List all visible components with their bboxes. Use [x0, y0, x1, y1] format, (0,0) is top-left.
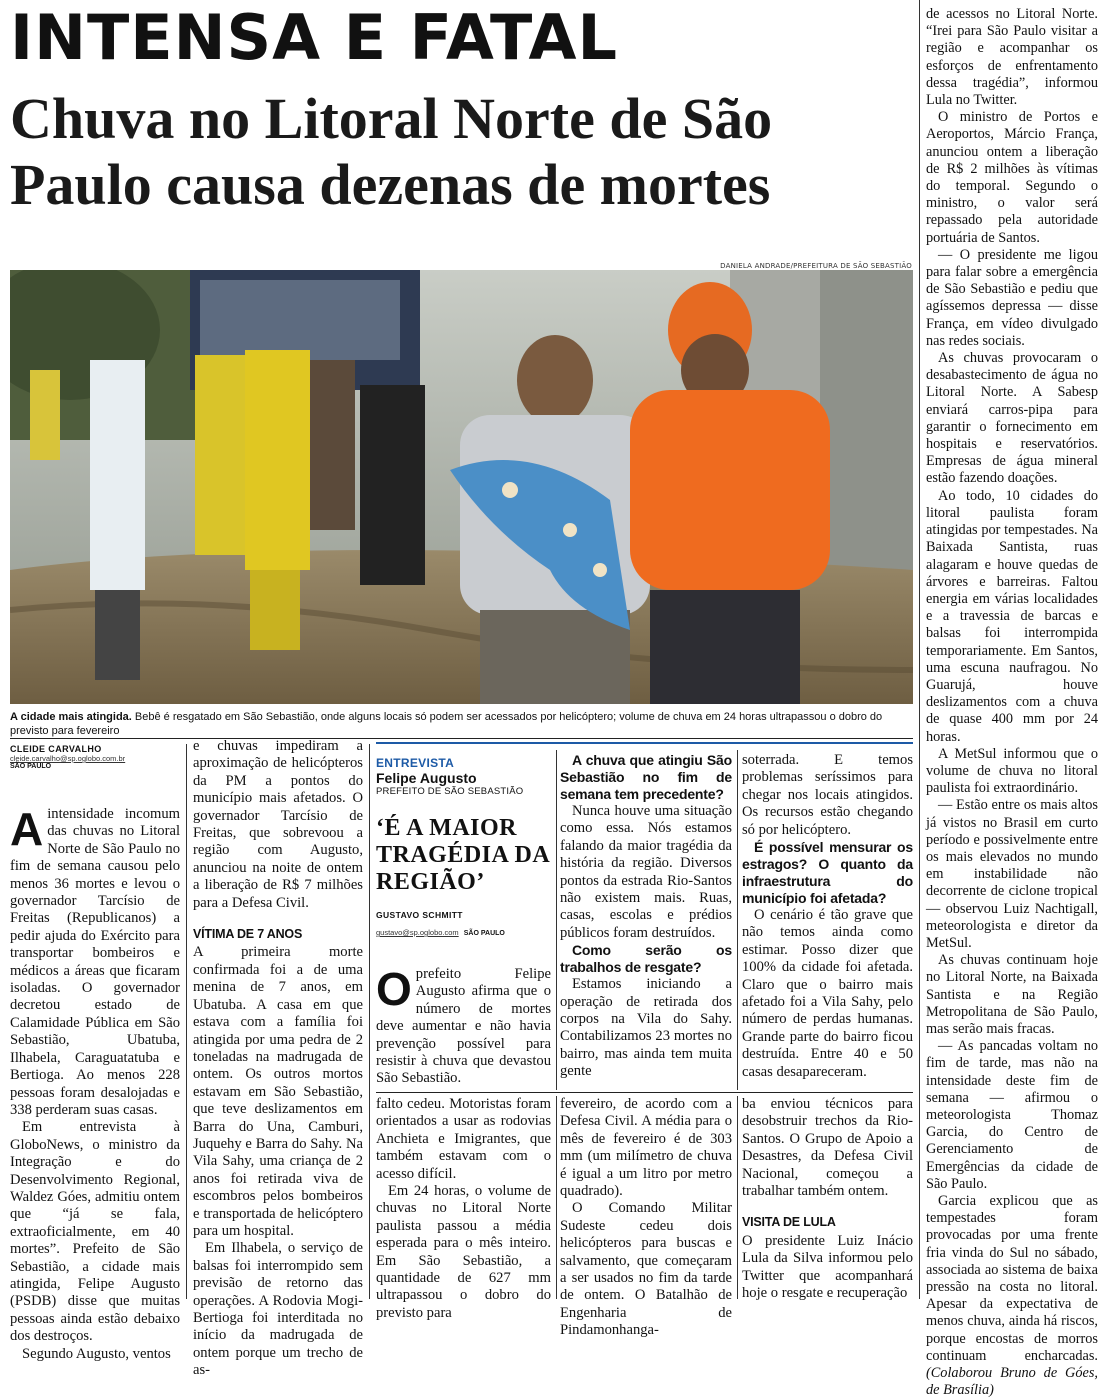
column-divider: [369, 744, 370, 1299]
paragraph: e chuvas impediram a aproximação de helicópteros da PM a pontos do município mais afetados. O governador Tarcísio de Freitas, que sobrevoou a região com Augusto, anunciou na noite de ontem a liberação de R$ 7 milhões para a Defesa Civil.: [193, 738, 363, 911]
drop-cap: O: [376, 963, 412, 1015]
question: É possível mensurar os estragos? O quanto da infraestrutura do município foi afetada?: [742, 839, 913, 907]
interview-place: SÃO PAULO: [463, 930, 505, 937]
paragraph: Em 24 horas, o volume de chuvas no Litoral Norte paulista passou a média esperada para o mês inteiro. Em São Sebastião, a quantidade de 627 mm ultrapassou o dobro do previsto para: [376, 1183, 551, 1321]
question: A chuva que atingiu São Sebastião no fim de semana tem precedente?: [560, 752, 732, 802]
paragraph: Ao todo, 10 cidades do litoral paulista foram atingidas por tempestades. Na Baixada Santista, ruas alagaram e houve quedas de árvores e barreiras. Faltou energia em várias localidades e a travessia de barcas e balsas foi interrompida temporariamente. Em Santos, uma escuna naufragou. No Guarujá, houve deslizamentos com a chuva de quase 400 mm por 24 horas.: [926, 487, 1098, 745]
paragraph: As chuvas continuam hoje no Litoral Norte, na Baixada Santista e na Região Metropolitana de São Paulo, mas serão mais fracas.: [926, 952, 1098, 1037]
interview-bottom-rule: [376, 1092, 913, 1093]
byline-author: CLEIDE CARVALHO: [10, 744, 102, 754]
interview-email[interactable]: gustavo@sp.oglobo.com: [376, 928, 459, 937]
question: Como serão os trabalhos de resgate?: [560, 942, 732, 976]
paragraph: O Comando Militar Sudeste cedeu dois helicópteros para buscas e salvamento, que começaram a ser usados no fim da tarde de ontem. O Batalhão de Engenharia de Pindamonhanga-: [560, 1200, 732, 1339]
column-3: [376, 1096, 551, 1322]
rescue-scene-image: [10, 270, 913, 704]
interviewee-name: Felipe Augusto: [376, 770, 477, 786]
drop-cap: A: [10, 803, 44, 855]
paragraph: Em Ilhabela, o serviço de balsas foi interrompido sem previsão de retorno das operações. A Rodovia Mogi-Bertioga foi interditada no início da madrugada de ontem porque um trecho de as-: [193, 1240, 363, 1379]
byline: [10, 744, 180, 770]
column-5: [742, 1096, 913, 1302]
interview-intro-text: Oprefeito Felipe Augusto afirma que o número de mortes deve aumentar e não havia prevenção possível para resistir à chuva que devastou São Sebastião.: [376, 963, 551, 1087]
column-1: [10, 803, 180, 1363]
caption-rule: [10, 738, 913, 739]
answer: Estamos iniciando a operação de retirada dos corpos na Vila do Sahy. Contabilizamos 23 mortes no bairro, mas ainda tem muita gente: [560, 976, 732, 1080]
right-column: [926, 6, 1098, 1399]
photo-credit: DANIELA ANDRADE/PREFEITURA DE SÃO SEBASTIÃO: [720, 262, 912, 270]
interview-qa-2: [742, 752, 913, 1081]
paragraph: As chuvas provocaram o desabastecimento de água no Litoral Norte. A Sabesp enviará carros-pipa para garantir o fornecimento em hospitais e reservatórios. Empresas de água mineral estão fazendo doações.: [926, 350, 1098, 487]
pull-quote: ‘É A MAIOR TRAGÉDIA DA REGIÃO’: [376, 815, 549, 895]
caption-lead: A cidade mais atingida.: [10, 711, 132, 723]
kicker: INTENSA E FATAL: [10, 1, 619, 74]
subhead-vitima: VÍTIMA DE 7 ANOS: [193, 927, 303, 942]
paragraph: — Estão entre os mais altos já vistos no Brasil em curto período e possivelmente entre os mais elevados no mundo em instabilidade não decorrente de ciclone tropical — observou Luiz Nachtigall, meteorologista e diretor da MetSul.: [926, 797, 1098, 951]
interview-qa-1: [560, 752, 732, 1081]
answer: Nunca houve uma situação como essa. Nós estamos falando da maior tragédia da história da região. Diversos pontos da estrada Rio-Santos não existem mais. Ruas, casas, escolas e prédios públicos foram destruídos.: [560, 803, 732, 941]
column-divider: [737, 1096, 738, 1299]
paragraph: fevereiro, de acordo com a Defesa Civil. A média para o mês de fevereiro é de 303 mm (um milímetro de chuva é igual a um litro por metro quadrado).: [560, 1096, 732, 1200]
rescue-photo: [10, 270, 913, 704]
answer: O cenário é tão grave que não temos ainda como estimar. Posso dizer que 100% da cidade foi afetada. Claro que o bairro mais afetado foi a Vila Sahy, pelo número de perdas humanas. Grande parte do bairro ficou destruída. Entre 40 e 50 casas desapareceram.: [742, 907, 913, 1080]
photo-caption: [10, 710, 913, 738]
contributor-note: (Colaborou Bruno de Góes, de Brasília): [926, 1365, 1098, 1399]
column-divider: [186, 744, 187, 1299]
interview-top-rule: [376, 742, 913, 744]
lead-paragraph: Aintensidade incomum das chuvas no Litoral Norte de São Paulo no fim de semana causou pelo menos 36 mortes e levou o governador Tarcísio de Freitas (Republicanos) a pedir ajuda do Exército para transportar bombeiros e médicos a áreas que ficaram isoladas. O governador decretou estado de Calamidade Pública em São Sebastião, Ubatuba, Ilhabela, Caraguatatuba e Bertioga. Ao menos 228 pessoas foram desalojadas e 338 perderam suas casas.: [10, 803, 180, 1118]
column-divider: [737, 750, 738, 1090]
interview-tag: ENTREVISTA: [376, 756, 455, 770]
column-divider: [556, 1096, 557, 1299]
headline: Chuva no Litoral Norte de São Paulo causa dezenas de mortes: [10, 86, 773, 217]
byline-email[interactable]: cleide.carvalho@sp.oglobo.com.br: [10, 754, 126, 763]
paragraph: Em entrevista à GloboNews, o ministro da Integração e do Desenvolvimento Regional, Waldez Góes, admitiu ontem que “já se fala, extraoficialmente, em 40 mortes”. Prefeito de São Sebastião, a cidade mais atingida, Felipe Augusto (PSDB) disse que muitas pessoas ainda estão debaixo dos destroços.: [10, 1119, 180, 1345]
paragraph: Garcia explicou que as tempestades foram provocadas por uma frente fria vinda do Sul no sábado, associada ao sistema de baixa pressão na costa no litoral. Apesar da expectativa de menos chuva, ainda há riscos, porque encostas de morros continuam encharcadas. (Colaborou Bruno de Góes, de Brasília): [926, 1193, 1098, 1399]
paragraph: O presidente Luiz Inácio Lula da Silva informou pelo Twitter que acompanhará hoje o resgate e recuperação: [742, 1232, 913, 1302]
paragraph: A primeira morte confirmada foi a de uma menina de 7 anos, em Ubatuba. A casa em que estava com a família foi atingida por uma pedra de 2 toneladas na madrugada de ontem. Os outros mortos estavam em São Sebastião, que teve deslizamentos em Barra do Una, Camburi, Juquehy e Barra do Sahy. Na Vila Sahy, uma criança de 2 anos foi retirada viva de escombros pelos bombeiros e transportada de helicóptero para um hospital.: [193, 944, 363, 1239]
paragraph: O ministro de Portos e Aeroportos, Márcio França, anunciou ontem a liberação de R$ 2 milhões às vítimas do temporal. Segundo o ministro, o valor será repassado pela autoridade portuária de Santos.: [926, 109, 1098, 246]
subhead-lula: VISITA DE LULA: [742, 1215, 836, 1230]
interview-author: GUSTAVO SCHMITT: [376, 910, 463, 920]
column-divider: [919, 0, 920, 1299]
paragraph: de acessos no Litoral Norte. “Irei para São Paulo visitar a região e acompanhar os esforços de enfrentamento dessa tragédia”, informou Lula no Twitter.: [926, 6, 1098, 109]
paragraph: falto cedeu. Motoristas foram orientados a usar as rodovias Anchieta e Imigrantes, que também estavam com o acesso difícil.: [376, 1096, 551, 1182]
interviewee-role: PREFEITO DE SÃO SEBASTIÃO: [376, 786, 524, 797]
column-4: [560, 1096, 732, 1340]
interview-intro: [376, 963, 551, 1088]
answer: soterrada. E temos problemas seríssimos para chegar nos locais atingidos. Os recursos estão chegando só por helicóptero.: [742, 752, 913, 838]
interview-header: [376, 756, 551, 939]
column-divider: [556, 750, 557, 1090]
paragraph: A MetSul informou que o volume de chuva no litoral paulista foi extraordinário.: [926, 745, 1098, 797]
caption-text: Bebê é resgatado em São Sebastião, onde alguns locais só podem ser acessados por helicóptero; volume de chuva em 24 horas ultrapassou o dobro do previsto para fevereiro: [10, 711, 883, 737]
paragraph: ba enviou técnicos para desobstruir trechos da Rio-Santos. O Grupo de Apoio a Desastres, da Defesa Civil Nacional, começou a trabalhar também ontem.: [742, 1096, 913, 1200]
paragraph: — O presidente me ligou para falar sobre a emergência de São Sebastião e pediu que agíssemos depressa — disse França, em vídeo divulgado nas redes sociais.: [926, 246, 1098, 349]
byline-place: SÃO PAULO: [10, 763, 52, 770]
paragraph: Segundo Augusto, ventos: [22, 1345, 171, 1362]
column-2: [193, 738, 363, 1380]
paragraph: — As pancadas voltam no fim de tarde, mas não na intensidade deste fim de semana — afirmou o meteorologista Thomaz Garcia, do Centro de Gerenciamento de Emergências da cidade de São Paulo.: [926, 1038, 1098, 1192]
